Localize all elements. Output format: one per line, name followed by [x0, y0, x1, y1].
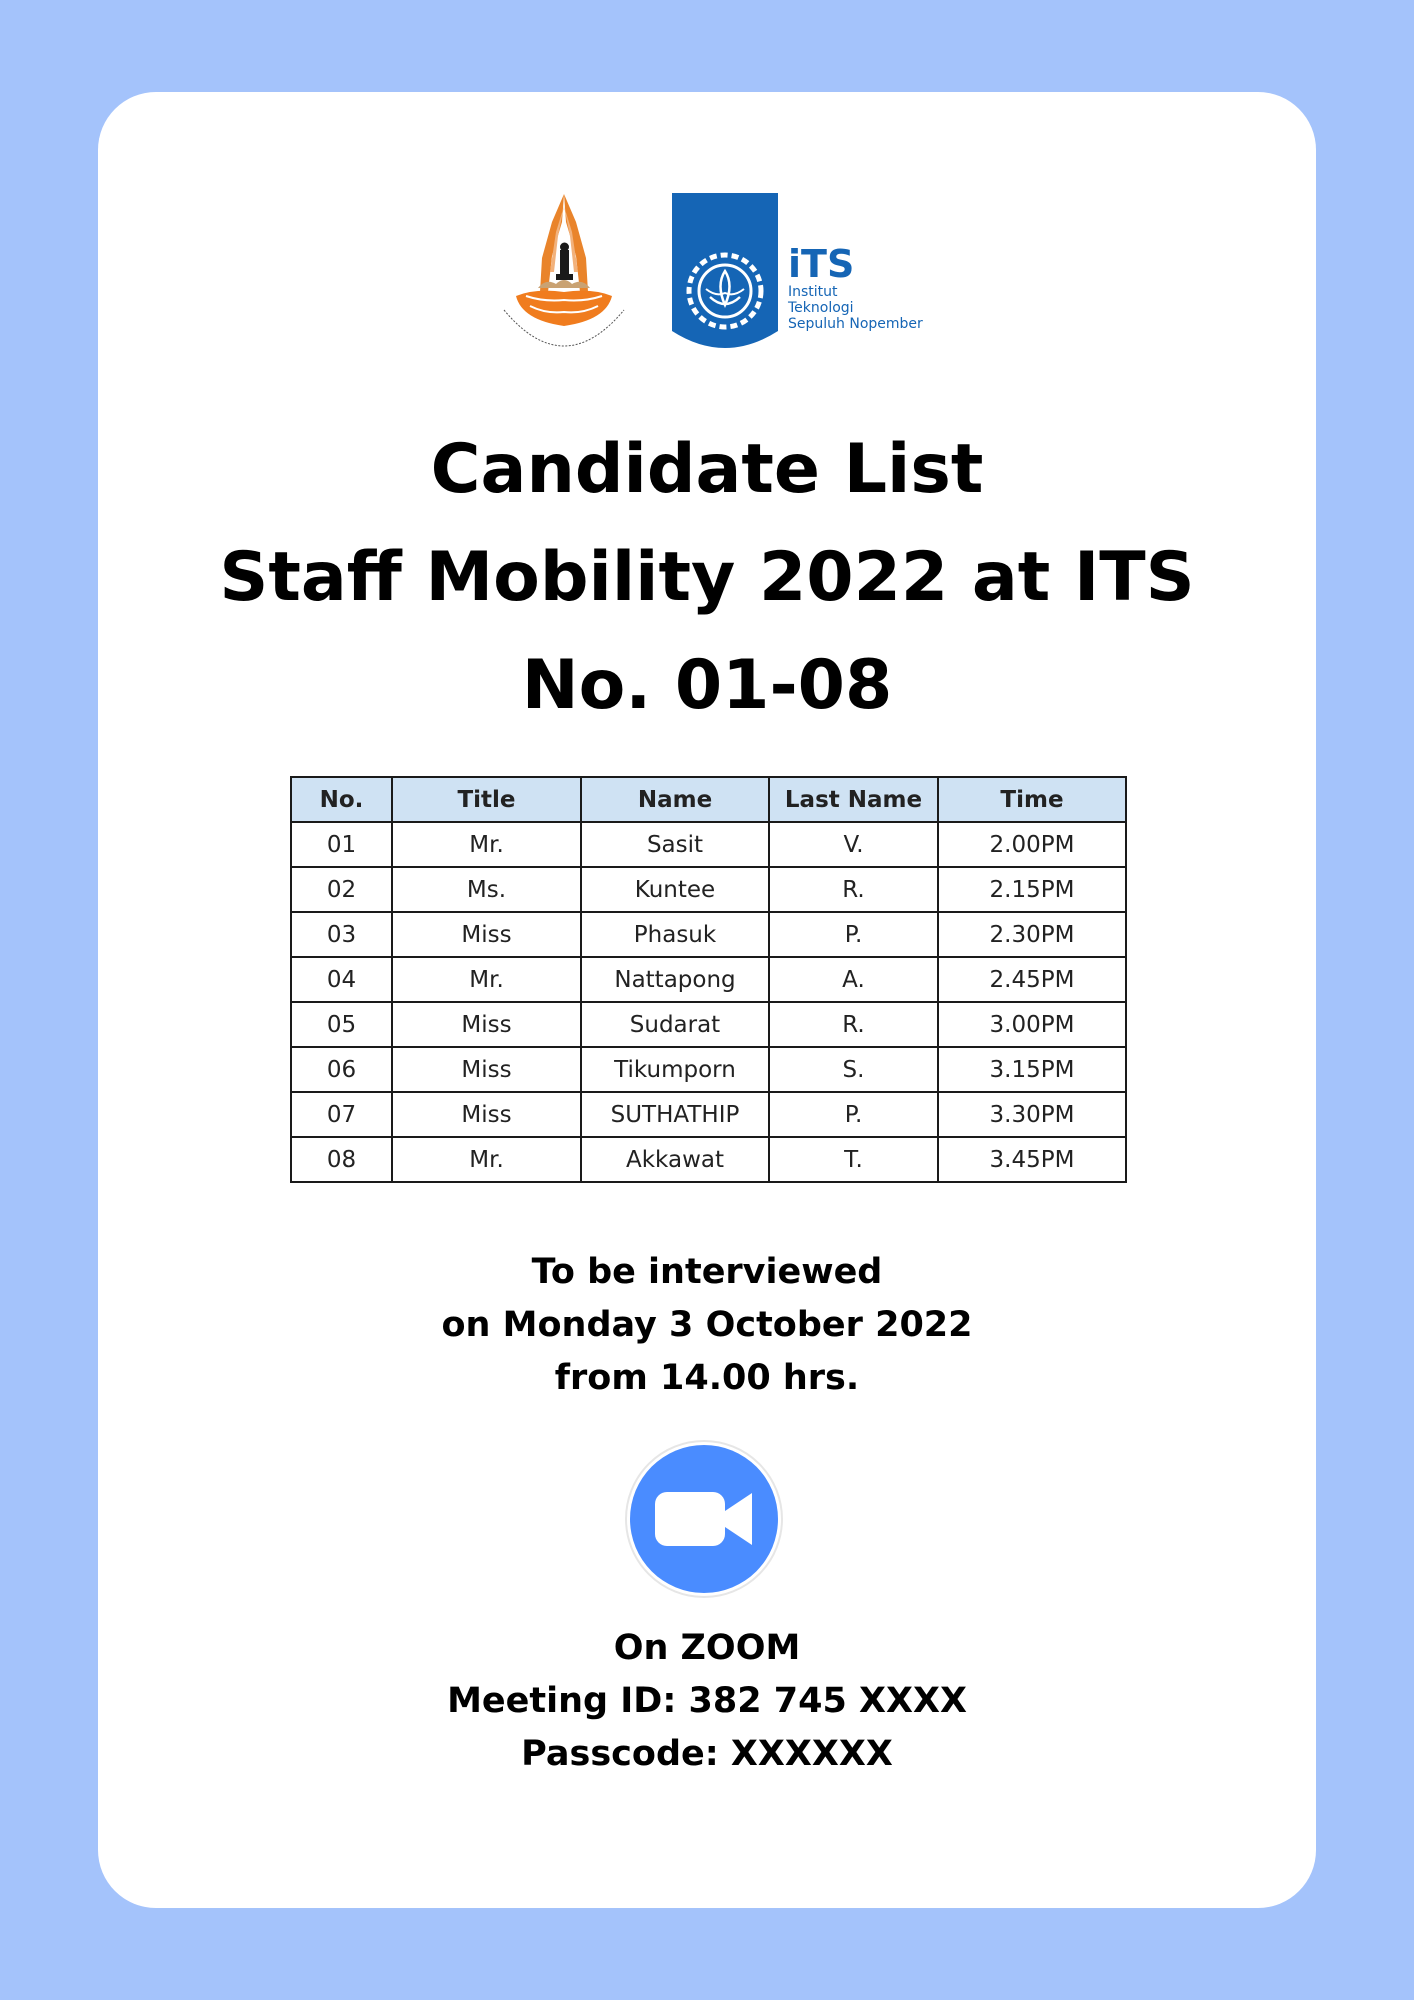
cell-no: 07 [291, 1092, 392, 1137]
table-row [291, 912, 1126, 957]
cell-no: 01 [291, 822, 392, 867]
cell-last-name: T. [769, 1137, 938, 1182]
poster-card [98, 92, 1316, 1908]
header-name: Name [581, 777, 769, 822]
cell-title: Mr. [392, 1137, 581, 1182]
cell-title: Ms. [392, 867, 581, 912]
table-row [291, 957, 1126, 1002]
cell-no: 02 [291, 867, 392, 912]
table-header-row [291, 777, 1126, 822]
cell-title: Miss [392, 912, 581, 957]
cell-name: Nattapong [581, 957, 769, 1002]
cell-last-name: R. [769, 867, 938, 912]
cell-time: 2.00PM [938, 822, 1126, 867]
its-wordmark: iTS [788, 242, 855, 286]
title-line-3: No. 01-08 [521, 646, 893, 725]
title-line-2: Staff Mobility 2022 at ITS [219, 538, 1195, 617]
cell-no: 08 [291, 1137, 392, 1182]
cell-last-name: R. [769, 1002, 938, 1047]
zoom-line-3: Passcode: XXXXXX [521, 1734, 893, 1774]
its-line-3: Sepuluh Nopember [788, 316, 923, 332]
cell-time: 2.30PM [938, 912, 1126, 957]
cell-last-name: P. [769, 1092, 938, 1137]
cell-time: 3.00PM [938, 1002, 1126, 1047]
cell-title: Miss [392, 1047, 581, 1092]
page-title [98, 416, 1316, 740]
cell-title: Miss [392, 1002, 581, 1047]
zoom-line-1: On ZOOM [613, 1628, 801, 1668]
logo-row [98, 192, 1316, 357]
cell-last-name: V. [769, 822, 938, 867]
cell-no: 06 [291, 1047, 392, 1092]
cell-last-name: P. [769, 912, 938, 957]
table-row [291, 1002, 1126, 1047]
interview-info [98, 1246, 1316, 1405]
cell-name: Sasit [581, 822, 769, 867]
cell-time: 2.45PM [938, 957, 1126, 1002]
title-line-1: Candidate List [430, 430, 984, 509]
table-row [291, 1047, 1126, 1092]
cell-title: Mr. [392, 822, 581, 867]
header-no: No. [291, 777, 392, 822]
cell-name: Kuntee [581, 867, 769, 912]
table-row [291, 867, 1126, 912]
interview-line-1: To be interviewed [531, 1252, 883, 1292]
cell-title: Mr. [392, 957, 581, 1002]
cell-time: 3.30PM [938, 1092, 1126, 1137]
candidate-table [290, 776, 1127, 1183]
sut-logo [496, 192, 632, 357]
interview-line-3: from 14.00 hrs. [554, 1358, 860, 1398]
zoom-video-camera-icon [624, 1439, 784, 1599]
header-title: Title [392, 777, 581, 822]
its-wordmark-block [788, 244, 958, 344]
cell-title: Miss [392, 1092, 581, 1137]
table-row [291, 1137, 1126, 1182]
interview-line-2: on Monday 3 October 2022 [441, 1305, 973, 1345]
its-line-2: Teknologi [788, 300, 854, 316]
cell-time: 3.15PM [938, 1047, 1126, 1092]
cell-time: 3.45PM [938, 1137, 1126, 1182]
its-line-1: Institut [788, 284, 838, 300]
cell-last-name: S. [769, 1047, 938, 1092]
its-emblem [672, 193, 778, 353]
zoom-info [98, 1622, 1316, 1781]
cell-time: 2.15PM [938, 867, 1126, 912]
cell-no: 03 [291, 912, 392, 957]
table-row [291, 822, 1126, 867]
cell-no: 04 [291, 957, 392, 1002]
header-time: Time [938, 777, 1126, 822]
cell-last-name: A. [769, 957, 938, 1002]
table-row [291, 1092, 1126, 1137]
cell-name: SUTHATHIP [581, 1092, 769, 1137]
cell-name: Akkawat [581, 1137, 769, 1182]
zoom-line-2: Meeting ID: 382 745 XXXX [447, 1681, 967, 1721]
cell-no: 05 [291, 1002, 392, 1047]
header-last-name: Last Name [769, 777, 938, 822]
cell-name: Phasuk [581, 912, 769, 957]
cell-name: Sudarat [581, 1002, 769, 1047]
cell-name: Tikumporn [581, 1047, 769, 1092]
